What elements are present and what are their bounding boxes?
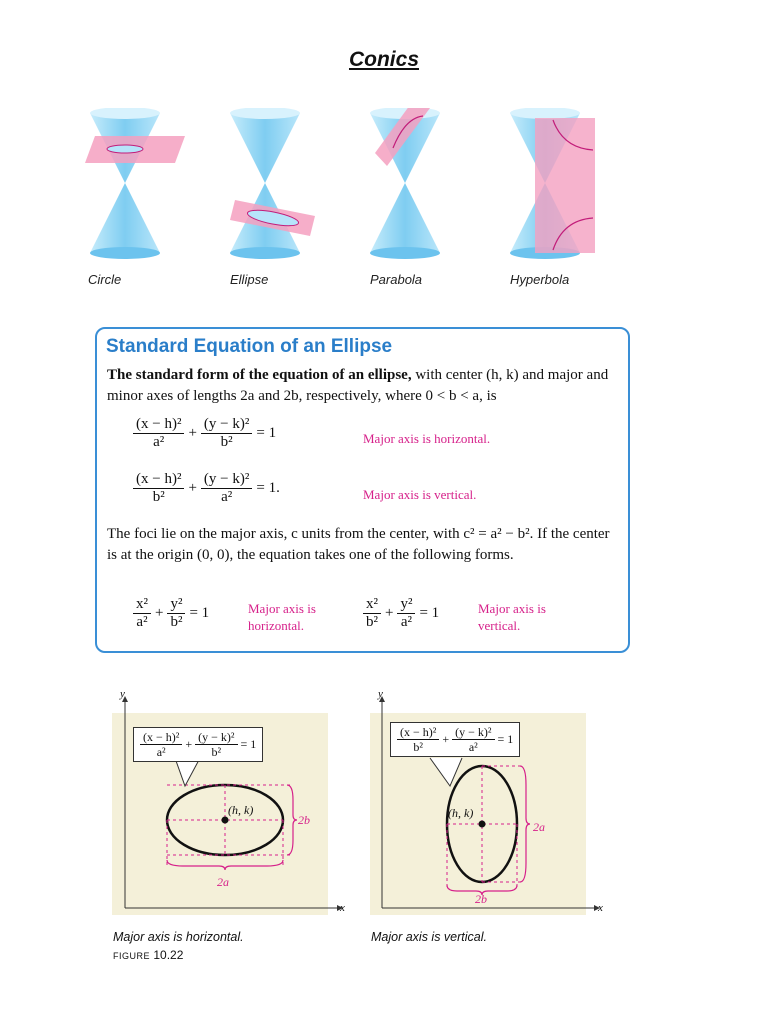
- note-horizontal: Major axis is horizontal.: [363, 431, 491, 446]
- graph2-center-label: (h, k): [448, 806, 474, 820]
- note-origin-horizontal: Major axis is horizontal.: [248, 601, 316, 633]
- graph1-minor-axis-label: 2b: [298, 813, 310, 827]
- graph1-major-axis-label: 2a: [217, 875, 229, 889]
- graph2-caption: Major axis is vertical.: [371, 930, 487, 944]
- cone-label-parabola: Parabola: [370, 272, 423, 287]
- figure-number: FIGURE 10.22: [113, 948, 184, 962]
- intro-bold: The standard form of the equation of an ellipse,: [107, 367, 412, 383]
- graph2-y-label: y: [378, 688, 383, 700]
- note-vertical: Major axis is vertical.: [363, 487, 477, 502]
- equation-horizontal: $\frac{\text{(x − h)²}}{\text{a²}}$ + $\frac{\text{(y − k)²}}{\text{b²}}$ = 1: [133, 416, 276, 451]
- page-title: Conics: [348, 48, 419, 71]
- note-origin-vertical: Major axis is vertical.: [478, 601, 546, 633]
- graph1-equation-callout: $\frac{\text{(x − h)²}}{\text{a²}}$ + $\frac{\text{(y − k)²}}{\text{b²}}$ = 1: [133, 727, 263, 762]
- cone-label-hyperbola: Hyperbola: [510, 272, 570, 287]
- graph2-x-label: x: [598, 902, 603, 914]
- equation-vertical: $\frac{\text{(x − h)²}}{\text{b²}}$ + $\frac{\text{(y − k)²}}{\text{a²}}$ = 1.: [133, 471, 280, 506]
- graph1-center-label: (h, k): [228, 803, 254, 817]
- graph1-y-label: y: [120, 688, 125, 700]
- ellipse-cone-icon: [230, 108, 315, 259]
- intro-rest: with center (h, k) and major and minor axes of lengths 2a and 2b, respectively, where 0 < b < a, is: [107, 367, 609, 404]
- cone-label-ellipse: Ellipse: [230, 272, 269, 287]
- hyperbola-cone-icon: [510, 108, 595, 259]
- intro-paragraph: [107, 365, 622, 407]
- equation-origin-horizontal: $\frac{\text{x²}}{\text{a²}}$ + $\frac{\text{y²}}{\text{b²}}$ = 1: [133, 596, 209, 631]
- circle-cone-icon: [85, 108, 185, 259]
- conics-illustration: [85, 108, 645, 268]
- cone-label-circle: Circle: [88, 272, 122, 287]
- graph2-major-axis-label: 2a: [533, 820, 545, 834]
- foci-paragraph: The foci lie on the major axis, c units from the center, with c² = a² − b². If the center is at the origin (0, 0), the equation takes one of the following forms.: [107, 526, 610, 563]
- parabola-cone-icon: [370, 108, 440, 259]
- graph1-caption: Major axis is horizontal.: [113, 930, 244, 944]
- box-title: Standard Equation of an Ellipse: [106, 336, 393, 357]
- graph2-equation-callout: $\frac{\text{(x − h)²}}{\text{b²}}$ + $\frac{\text{(y − k)²}}{\text{a²}}$ = 1: [390, 722, 520, 757]
- equation-origin-vertical: $\frac{\text{x²}}{\text{b²}}$ + $\frac{\text{y²}}{\text{a²}}$ = 1: [363, 596, 439, 631]
- graph2-minor-axis-label: 2b: [475, 892, 487, 906]
- graph1-x-label: x: [340, 902, 345, 914]
